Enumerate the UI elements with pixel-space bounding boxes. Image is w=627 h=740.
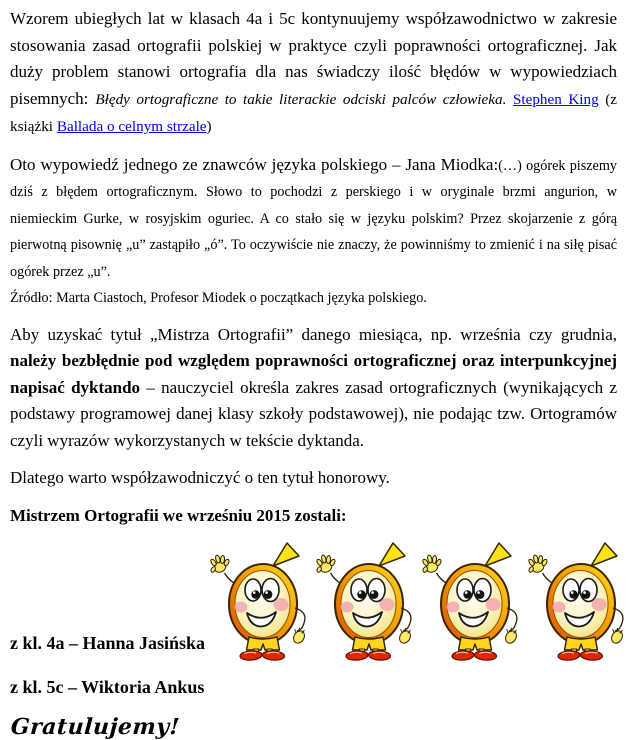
waving-hand: [210, 555, 230, 574]
text-segment: (z książki: [10, 90, 617, 135]
right-hand: [609, 628, 624, 645]
winners-row: [10, 540, 617, 662]
letter-o-mascot-image: [525, 540, 627, 662]
winner-5c-text: z kl. 5c – Wiktoria Ankus: [10, 677, 205, 697]
letter-o-mascot-svg: [207, 540, 313, 662]
shoes: [240, 650, 285, 661]
letter-o-mascot-image: [313, 540, 419, 662]
document-page: [10, 6, 617, 740]
winner-line-5c: [10, 676, 617, 698]
text-segment: Wzorem ubiegłych lat w klasach 4a i 5c kontynuujemy współzawodnictwo w zakresie stosowania zasad ortografii polskiej w praktyce czyli poprawności ortograficznej. Jak duży problem stanowi ortografia dla nas świadczy ilość błędów w wypowiedziach pisemnych:: [10, 9, 617, 108]
text-segment: należy bezbłędnie pod względem poprawności ortograficznej oraz interpunkcyjnej napisać dyktando: [10, 351, 617, 397]
intro-paragraph: [10, 6, 617, 141]
shorts: [459, 637, 492, 650]
text-segment: Błędy ortograficzne to takie literackie odciski palców człowieka.: [95, 90, 507, 108]
letter-o-mascot-svg: [313, 540, 419, 662]
shorts: [353, 637, 386, 650]
letter-o-mascot-svg: [525, 540, 627, 662]
right-hand: [397, 628, 412, 645]
text-segment: Oto wypowiedź jednego ze znawców języka polskiego – Jana Miodka:: [10, 154, 499, 174]
winner-line-4a: [10, 632, 205, 654]
encouragement-paragraph: [10, 465, 617, 492]
winners-heading: [10, 503, 617, 530]
waving-hand: [316, 555, 336, 574]
text-segment: Aby uzyskać tytuł „Mistrza Ortografii” danego miesiąca, np. września czy grudnia,: [10, 324, 617, 344]
link-ballada-o-celnym-strzale[interactable]: Ballada o celnym strzale: [56, 118, 207, 135]
shoes: [346, 650, 391, 661]
right-hand: [291, 628, 306, 645]
text-segment: (…) ogórek piszemy dziś z błędem ortograficznym. Słowo to pochodzi z perskiego i w oryginale brzmi angurion, w niemieckim Gurke, w rosyjskim oguriec. A co stało się w języku polskim? Przez skojarzenie z górą pierwotną pisownię „u” zastąpiło „ó”. To oczywiście nie znaczy, że powinniśmy to zmienić i na siłę pisać ogórek przez „u”.: [10, 157, 617, 280]
accent-kreska: [379, 543, 405, 566]
accent-kreska: [485, 543, 511, 566]
text-segment: – nauczyciel określa zakres zasad ortograficznych (wynikających z podstawy programowej danej klasy szkoły podstawowej), nie podając tzw. Ortogramów czyli wyrazów wykorzystanych w tekście dyktanda.: [10, 377, 617, 450]
text-segment: Dlatego warto współzawodniczyć o ten tytuł honorowy.: [10, 468, 390, 487]
right-hand: [503, 628, 518, 645]
waving-hand: [528, 555, 548, 574]
rules-paragraph: [10, 322, 617, 455]
mascot-row: [207, 540, 627, 662]
text-segment: Mistrzem Ortografii we wrześniu 2015 zostali:: [10, 505, 347, 525]
congrats-text: Gratulujemy!: [10, 714, 181, 740]
shoes: [558, 650, 603, 661]
winner-4a-text: z kl. 4a – Hanna Jasińska: [10, 633, 206, 653]
miodek-quote-paragraph: [10, 152, 617, 311]
shorts: [247, 637, 280, 650]
text-segment: Źródło: Marta Ciastoch, Profesor Miodek o początkach języka polskiego.: [10, 290, 427, 306]
link-stephen-king[interactable]: Stephen King: [512, 90, 599, 108]
text-segment: ): [206, 118, 212, 135]
shoes: [452, 650, 497, 661]
accent-kreska: [591, 543, 617, 566]
letter-o-mascot-svg: [419, 540, 525, 662]
document-text-flow: [10, 6, 617, 529]
letter-o-mascot-image: [207, 540, 313, 662]
letter-o-mascot-image: [419, 540, 525, 662]
shorts: [565, 637, 598, 650]
accent-kreska: [273, 543, 299, 566]
waving-hand: [422, 555, 442, 574]
